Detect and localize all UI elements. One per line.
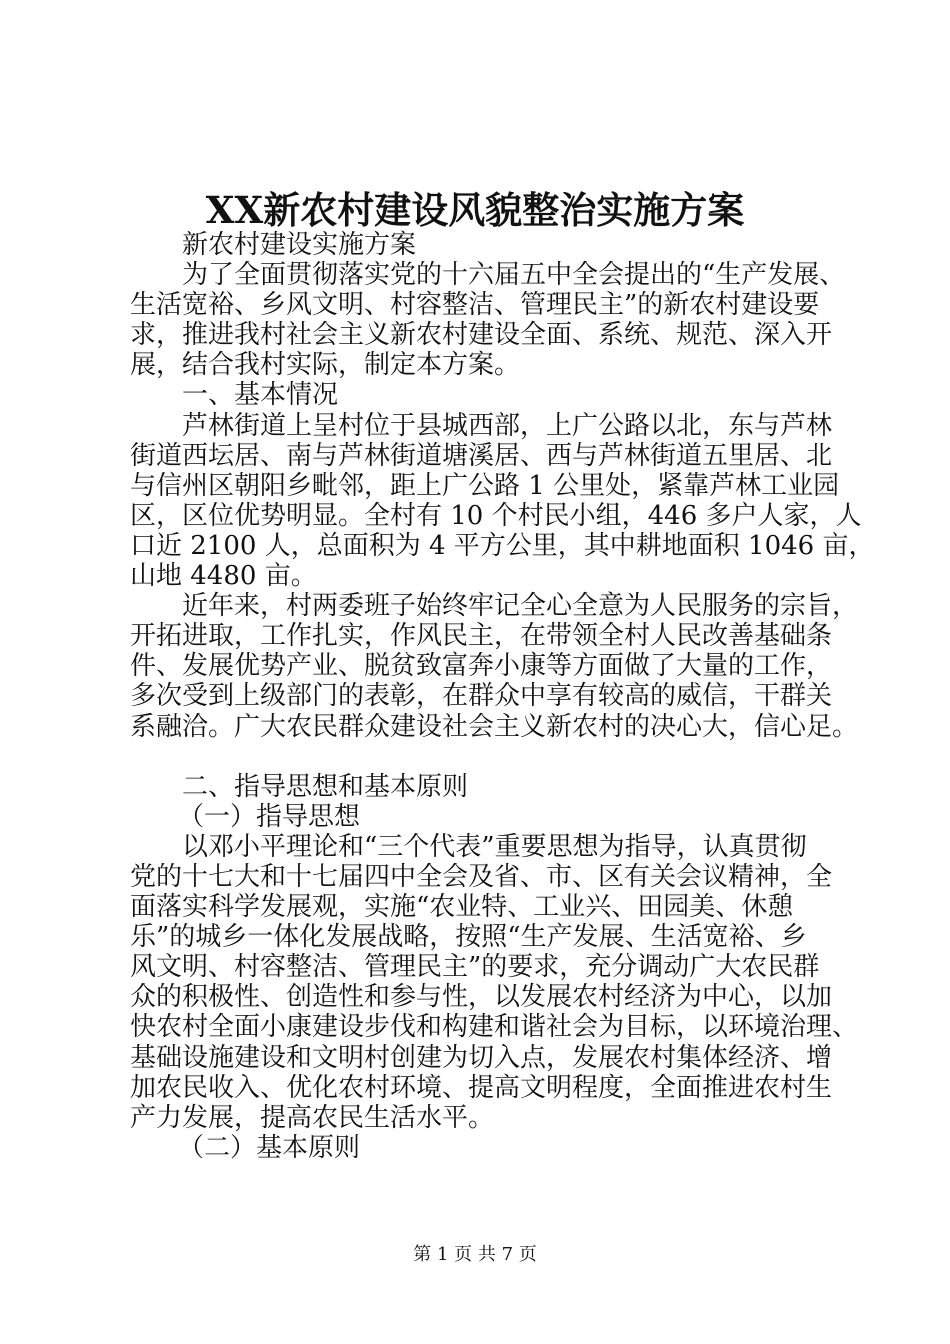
paragraph-line: 芦林街道上呈村位于县城西部，上广公路以北，东与芦林 [182,410,833,441]
subsection-heading: （一）指导思想 [178,801,361,832]
document-body [130,230,875,1163]
subtitle-line: 新农村建设实施方案 [182,230,417,260]
paragraph-line: 产力发展，提高农民生活水平。 [130,1102,495,1133]
paragraph-line: 党的十七大和十七届四中全会及省、市、区有关会议精神，全 [130,861,833,892]
paragraph-line: 展，结合我村实际，制定本方案。 [130,350,521,381]
paragraph-line: 山地 4480 亩。 [130,561,317,592]
paragraph-line: 乐”的城乡一体化发展战略，按照“生产发展、生活宽裕、乡 [130,922,807,953]
subsection-heading: （二）基本原则 [178,1132,361,1163]
paragraph-line: 加农民收入、优化农村环境、提高文明程度，全面推进农村生 [130,1072,833,1103]
paragraph-line: 口近 2100 人，总面积为 4 平方公里，其中耕地面积 1046 亩， [130,530,875,561]
paragraph-line: 系融洽。广大农民群众建设社会主义新农村的决心大，信心足。 [130,711,859,742]
paragraph-line: 件、发展优势产业、脱贫致富奔小康等方面做了大量的工作， [130,651,833,682]
blank-line [130,742,848,772]
paragraph-line: 求，推进我村社会主义新农村建设全面、系统、规范、深入开 [130,320,833,351]
paragraph-line: 面落实科学发展观，实施“农业特、工业兴、田园美、休憩 [130,892,794,923]
page-number-footer: 第 1 页 共 7 页 [413,1244,537,1265]
paragraph-line: 快农村全面小康建设步伐和构建和谐社会为目标，以环境治理、 [130,1012,859,1043]
section-heading: 一、基本情况 [182,380,339,411]
paragraph-line: 开拓进取，工作扎实，作风民主，在带领全村人民改善基础条 [130,621,833,652]
paragraph-line: 生活宽裕、乡风文明、村容整洁、管理民主”的新农村建设要 [130,290,820,321]
paragraph-line: 众的积极性、创造性和参与性，以发展农村经济为中心，以加 [130,982,833,1013]
paragraph-line: 风文明、村容整洁、管理民主”的要求，充分调动广大农民群 [130,952,820,983]
document-title: XX新农村建设风貌整治实施方案 [205,188,745,232]
section-heading: 二、指导思想和基本原则 [182,771,469,802]
paragraph-line: 以邓小平理论和“三个代表”重要思想为指导，认真贯彻 [182,831,807,862]
paragraph-line: 基础设施建设和文明村创建为切入点，发展农村集体经济、增 [130,1042,833,1073]
paragraph-line: 为了全面贯彻落实党的十六届五中全会提出的“生产发展、 [182,260,846,291]
paragraph-line: 街道西坛居、南与芦林街道塘溪居、西与芦林街道五里居、北 [130,440,833,471]
paragraph-line: 多次受到上级部门的表彰，在群众中享有较高的威信，干群关 [130,681,833,712]
paragraph-line: 近年来，村两委班子始终牢记全心全意为人民服务的宗旨， [182,591,859,622]
paragraph-line: 区，区位优势明显。全村有 10 个村民小组，446 多户人家，人 [130,500,862,531]
paragraph-line: 与信州区朝阳乡毗邻，距上广公路 1 公里处，紧靠芦林工业园 [130,470,840,501]
